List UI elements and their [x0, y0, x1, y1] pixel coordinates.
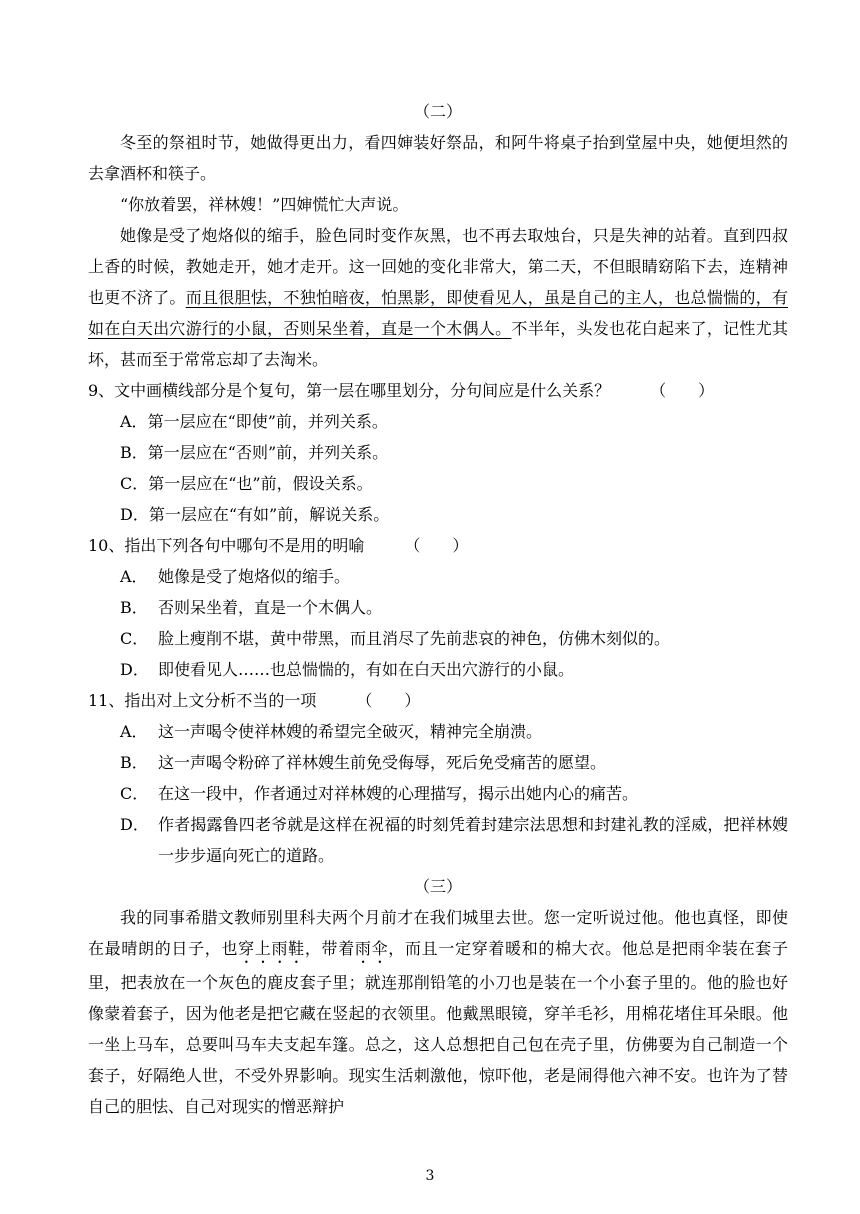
- emphasized-text: 雨伞: [354, 939, 389, 958]
- option-c: [88, 623, 788, 654]
- option-text: 作者揭露鲁四老爷就是这样在祝福的时刻凭着封建宗法思想和封建礼教的淫威，把祥林嫂一步步逼向死亡的道路。: [158, 815, 788, 865]
- option-letter: A．: [120, 412, 148, 431]
- option-letter: D．: [120, 815, 149, 834]
- option-letter: A．: [120, 567, 148, 586]
- option-text: 这一声喝令粉碎了祥林嫂生前免受侮辱，死后免受痛苦的愿望。: [158, 753, 607, 772]
- option-letter: D．: [120, 505, 149, 524]
- section-heading-3: （三）: [413, 877, 462, 896]
- paragraph: [88, 902, 788, 1122]
- option-letter: B．: [120, 598, 148, 617]
- option-letter: A．: [120, 722, 148, 741]
- option-letter: B．: [120, 753, 148, 772]
- option-letter: C．: [120, 784, 149, 803]
- question-10: 10、指出下列各句中哪句不是用的明喻 （ ）: [88, 536, 469, 555]
- document-body: [88, 96, 788, 1122]
- option-a: [88, 561, 788, 592]
- option-text: 第一层应在“有如”前，解说关系。: [148, 505, 390, 524]
- option-letter: D．: [120, 660, 149, 679]
- option-text: 她像是受了炮烙似的缩手。: [158, 567, 351, 586]
- section-heading-2: （二）: [413, 102, 462, 121]
- option-letter: C．: [120, 474, 149, 493]
- option-d: [88, 499, 788, 530]
- option-text: 即使看见人……也总惴惴的，有如在白天出穴游行的小鼠。: [158, 660, 575, 679]
- option-text: 第一层应在“也”前，假设关系。: [148, 474, 373, 493]
- option-letter: B．: [120, 443, 148, 462]
- paragraph: [88, 220, 788, 375]
- option-text: 这一声喝令使祥林嫂的希望完全破灭，精神完全崩溃。: [158, 722, 543, 741]
- option-b: [88, 437, 788, 468]
- option-c: [88, 468, 788, 499]
- question-9: 9、文中画横线部分是个复句，第一层在哪里划分，分句间应是什么关系？ （ ）: [88, 381, 715, 400]
- text-span: 她像是受了炮烙似的缩手，脸色同时变作灰黑，也不再去取烛台，只是失神的站着。直到四叔上香的时候，教她走开，她才走开。这一回她的变化非常大，第二天，不但眼睛窈陷下去，连精神也更不济了。: [88, 226, 788, 307]
- option-text: 在这一段中，作者通过对祥林嫂的心理描写，揭示出她内心的痛苦。: [158, 784, 639, 803]
- text-span: 不半年，头发也花白起来了，记性尤其坏，甚而至于常常忘却了去淘米。: [88, 319, 788, 369]
- option-letter: C．: [120, 629, 149, 648]
- option-d: [88, 809, 788, 871]
- emphasized-text: 穿上雨鞋: [238, 939, 305, 958]
- page-number: 3: [425, 1168, 435, 1184]
- option-text: 否则呆坐着，直是一个木偶人。: [158, 598, 383, 617]
- option-d: [88, 654, 788, 685]
- option-text: 第一层应在“否则”前，并列关系。: [147, 443, 389, 462]
- question-11: 11、指出对上文分析不当的一项 （ ）: [88, 691, 421, 710]
- text-span: ，而且一定穿着暖和的棉大衣。他总是把雨伞装在套子里，把表放在一个灰色的鹿皮套子里；就连那削铅笔的小刀也是装在一个小套子里的。他的脸也好像蒙着套子，因为他老是把它藏在竖起的衣领里。他戴黑眼镜，穿羊毛衫，用棉花堵住耳朵眼。他一坐上马车，总要叫马车夫支起车篷。总之，这人总想把自己包在壳子里，仿佛要为自己制造一个套子，好隔绝人世，不受外界影响。现实生活刺激他，惊吓他，老是闹得他六神不安。也许为了替自己的胆怯、自己对现实的憎恶辩护: [88, 939, 788, 1116]
- text-span: ，带着: [304, 939, 355, 958]
- paragraph: “你放着罢，祥林嫂！”四婶慌忙大声说。: [120, 195, 409, 214]
- paragraph: 冬至的祭祖时节，她做得更出力，看四婶装好祭品，和阿牛将桌子抬到堂屋中央，她便坦然的去拿酒杯和筷子。: [88, 133, 788, 183]
- option-a: [88, 406, 788, 437]
- option-text: 第一层应在“即使”前，并列关系。: [147, 412, 388, 431]
- option-text: 脸上瘦削不堪，黄中带黑，而且消尽了先前悲哀的神色，仿佛木刻似的。: [158, 629, 671, 648]
- option-b: [88, 747, 788, 778]
- underlined-sentence: 而且很胆怯，不独怕暗夜，怕黑影，即使看见人，虽是自己的主人，也总惴惴的，有如在白天出穴游行的小鼠，否则呆坐着，直是一个木偶人。: [88, 288, 788, 338]
- option-b: [88, 592, 788, 623]
- option-c: [88, 778, 788, 809]
- option-a: [88, 716, 788, 747]
- text-span: 我的同事希腊文教师别里科夫两个月前才在我们城里去世。您一定听说过他。他也真怪，即使在最晴朗的日子，也: [88, 908, 788, 958]
